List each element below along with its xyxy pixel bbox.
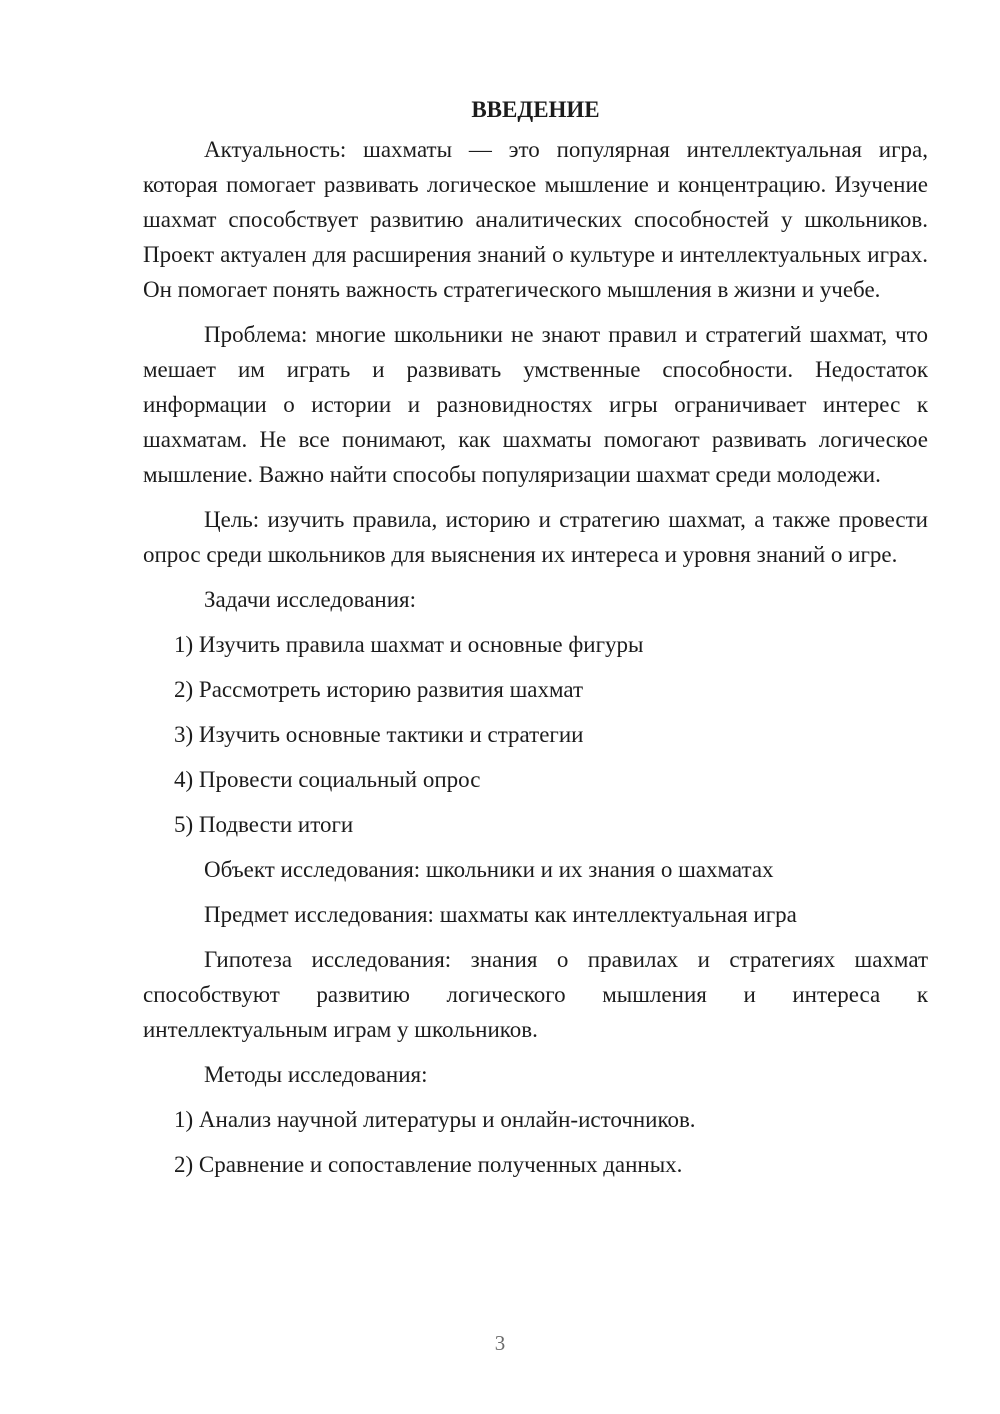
task-item: 5) Подвести итоги	[174, 812, 354, 837]
task-item: 4) Провести социальный опрос	[174, 767, 481, 792]
hypothesis-paragraph	[143, 942, 928, 1012]
page-number: 3	[494, 1331, 506, 1355]
methods-heading: Методы исследования:	[204, 1062, 428, 1087]
page-content	[143, 92, 928, 1192]
hypothesis-text-line1: Гипотеза исследования: знания о правилах и стратегиях шахмат способствуют развитию логического мышления и интереса к	[143, 947, 928, 1007]
task-item: 1) Изучить правила шахмат и основные фигуры	[174, 632, 644, 657]
problem-paragraph: Проблема: многие школьники не знают правил и стратегий шахмат, что мешает им играть и развивать умственные способности. Недостаток информации о истории и разновидностях игры ограничивает интерес к шахматам. Не все понимают, как шахматы помогают развивать логическое мышление. Важно найти способы популяризации шахмат среди молодежи.	[143, 322, 928, 487]
goal-paragraph: Цель: изучить правила, историю и стратегию шахмат, а также провести опрос среди школьников для выяснения их интереса и уровня знаний о игре.	[143, 507, 928, 567]
hypothesis-text-line2: интеллектуальным играм у школьников.	[143, 1017, 538, 1042]
task-item: 2) Рассмотреть историю развития шахмат	[174, 677, 584, 702]
method-item: 1) Анализ научной литературы и онлайн-источников.	[174, 1107, 696, 1132]
method-item: 2) Сравнение и сопоставление полученных данных.	[174, 1152, 683, 1177]
research-object: Объект исследования: школьники и их знания о шахматах	[204, 857, 774, 882]
task-item: 3) Изучить основные тактики и стратегии	[174, 722, 584, 747]
section-title: ВВЕДЕНИЕ	[471, 97, 600, 122]
research-subject: Предмет исследования: шахматы как интеллектуальная игра	[204, 902, 797, 927]
tasks-heading: Задачи исследования:	[204, 587, 417, 612]
relevance-paragraph: Актуальность: шахматы — это популярная интеллектуальная игра, которая помогает развивать логическое мышление и концентрацию. Изучение шахмат способствует развитию аналитических способностей у школьников. Проект актуален для расширения знаний о культуре и интеллектуальных играх. Он помогает понять важность стратегического мышления в жизни и учебе.	[143, 137, 928, 302]
